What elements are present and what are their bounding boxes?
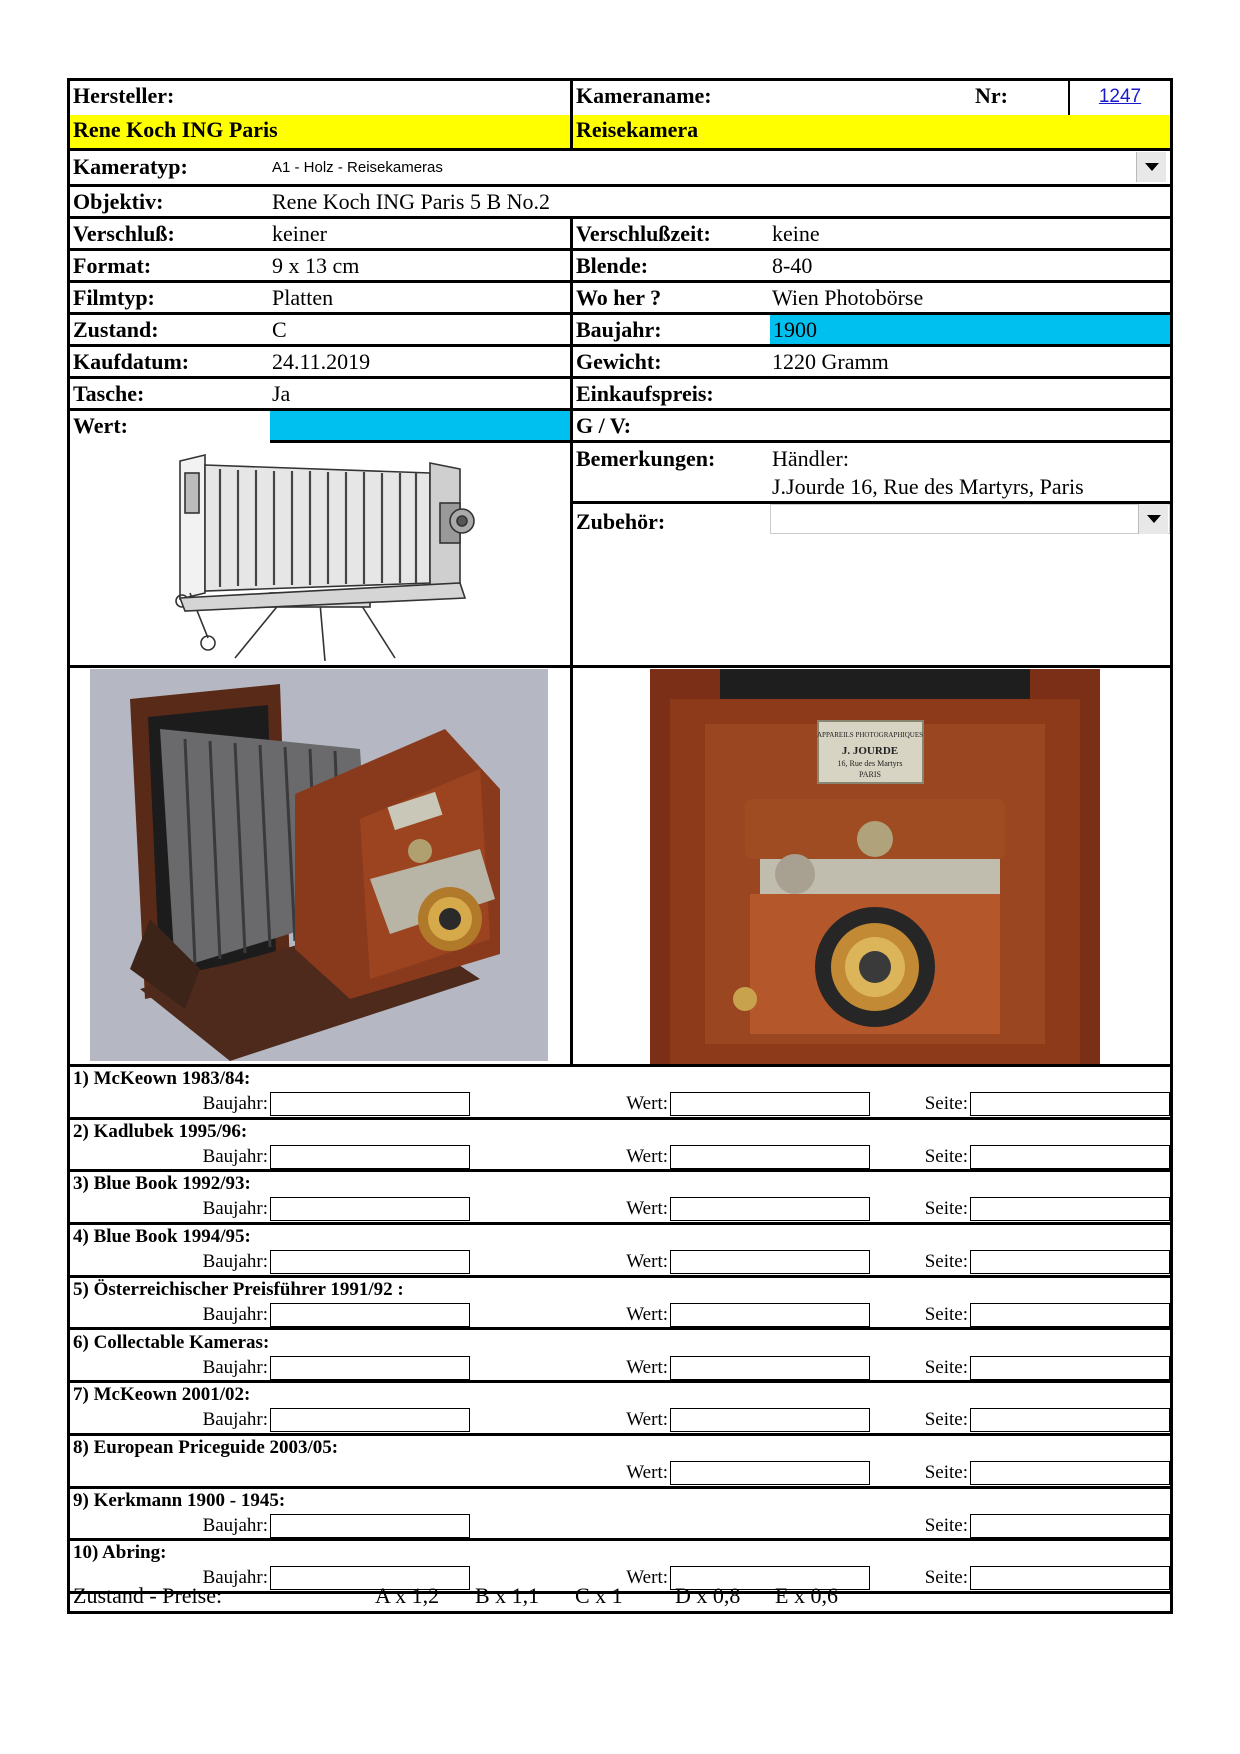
- blende-value: 8-40: [772, 253, 813, 278]
- wert-label: Wert:: [626, 1567, 668, 1589]
- wert-row: [70, 411, 1170, 443]
- kameratyp-label: Kameratyp:: [73, 154, 188, 179]
- baujahr-label: Baujahr:: [202, 1145, 268, 1167]
- kaufdatum-value: 24.11.2019: [272, 349, 371, 374]
- gewicht-value: 1220 Gramm: [772, 349, 889, 374]
- baujahr-input[interactable]: [270, 1197, 470, 1221]
- wert-input[interactable]: [670, 1408, 870, 1432]
- seite-input[interactable]: [970, 1461, 1170, 1485]
- baujahr-label: Baujahr:: [576, 317, 662, 342]
- zustand-preise-e: E x 0,6: [775, 1583, 838, 1608]
- wert-label: Wert:: [73, 413, 128, 438]
- baujahr-input[interactable]: [270, 1408, 470, 1432]
- reference-title: 2) Kadlubek 1995/96:: [73, 1120, 248, 1142]
- tasche-row: [70, 379, 1170, 411]
- reference-row: [70, 1278, 1170, 1331]
- wert-label: Wert:: [626, 1251, 668, 1273]
- zustand-preise-b: B x 1,1: [475, 1583, 540, 1608]
- kaufdatum-label: Kaufdatum:: [73, 349, 190, 374]
- camera-photo-right-image: [650, 669, 1100, 1065]
- reference-row: [70, 1331, 1170, 1384]
- kameratyp-dropdown-icon[interactable]: [1136, 152, 1166, 182]
- wert-input[interactable]: [670, 1461, 870, 1485]
- wert-input[interactable]: [670, 1145, 870, 1169]
- filmtyp-row: [70, 283, 1170, 315]
- seite-input[interactable]: [970, 1356, 1170, 1380]
- kameratyp-row: [70, 151, 1170, 187]
- wert-label: Wert:: [626, 1409, 668, 1431]
- baujahr-label: Baujahr:: [202, 1567, 268, 1589]
- zubehoer-dropdown-icon[interactable]: [1138, 504, 1168, 534]
- baujahr-label: Baujahr:: [202, 1303, 268, 1325]
- woher-value: Wien Photobörse: [772, 285, 924, 310]
- zustand-label: Zustand:: [73, 317, 159, 342]
- verschlusszeit-value: keine: [772, 221, 820, 246]
- baujahr-label: Baujahr:: [202, 1409, 268, 1431]
- seite-label: Seite:: [924, 1567, 968, 1589]
- baujahr-input[interactable]: [270, 1145, 470, 1169]
- gewicht-label: Gewicht:: [576, 349, 662, 374]
- verschluss-label: Verschluß:: [73, 221, 175, 246]
- zustand-row: [70, 315, 1170, 347]
- reference-row: [70, 1067, 1170, 1120]
- plate-line-1: APPAREILS PHOTOGRAPHIQUES: [817, 731, 923, 739]
- nr-label: Nr:: [975, 83, 1008, 108]
- verschluss-value: keiner: [272, 221, 327, 246]
- wert-label: Wert:: [626, 1461, 668, 1483]
- bemerkungen-label: Bemerkungen:: [576, 446, 716, 471]
- plate-line-4: PARIS: [859, 770, 881, 779]
- verschlusszeit-label: Verschlußzeit:: [576, 221, 711, 246]
- baujahr-value: 1900: [770, 315, 1170, 344]
- reference-title: 5) Österreichischer Preisführer 1991/92 :: [73, 1278, 404, 1300]
- reference-row: [70, 1120, 1170, 1173]
- wert-label: Wert:: [626, 1145, 668, 1167]
- camera-photo-left: [90, 669, 548, 1061]
- baujahr-label: Baujahr:: [202, 1251, 268, 1273]
- reference-row: [70, 1225, 1170, 1278]
- seite-label: Seite:: [924, 1409, 968, 1431]
- seite-input[interactable]: [970, 1092, 1170, 1116]
- tasche-label: Tasche:: [73, 381, 145, 406]
- seite-label: Seite:: [924, 1145, 968, 1167]
- seite-label: Seite:: [924, 1198, 968, 1220]
- plate-line-3: 16, Rue des Martyrs: [837, 759, 903, 768]
- nr-box: [1068, 81, 1170, 118]
- bemerkungen-line2: J.Jourde 16, Rue des Martyrs, Paris: [772, 474, 1084, 499]
- kameratyp-select[interactable]: A1 - Holz - Reisekameras: [272, 159, 443, 176]
- zustand-preise-c: C x 1: [575, 1583, 623, 1608]
- reference-row: [70, 1172, 1170, 1225]
- seite-input[interactable]: [970, 1408, 1170, 1432]
- zubehoer-select[interactable]: [770, 504, 1170, 534]
- reference-title: 1) McKeown 1983/84:: [73, 1068, 251, 1089]
- seite-label: Seite:: [924, 1093, 968, 1114]
- camera-record-sheet: [67, 78, 1173, 1614]
- reference-title: 4) Blue Book 1994/95:: [73, 1226, 251, 1248]
- kaufdatum-row: [70, 347, 1170, 379]
- bemerkungen-line1: Händler:: [772, 446, 849, 471]
- baujahr-label: Baujahr:: [202, 1514, 268, 1536]
- wert-label: Wert:: [626, 1303, 668, 1325]
- camera-sketch-image: [70, 443, 570, 665]
- seite-label: Seite:: [924, 1356, 968, 1378]
- reference-title: 10) Abring:: [73, 1542, 167, 1564]
- wert-input[interactable]: [670, 1303, 870, 1327]
- seite-label: Seite:: [924, 1461, 968, 1483]
- reference-title: 7) McKeown 2001/02:: [73, 1384, 251, 1406]
- objektiv-row: [70, 187, 1170, 219]
- baujahr-input[interactable]: [270, 1303, 470, 1327]
- wert-label: Wert:: [626, 1093, 668, 1114]
- objektiv-value: Rene Koch ING Paris 5 B No.2: [272, 189, 551, 214]
- format-row: [70, 251, 1170, 283]
- camera-sketch-area: [70, 443, 570, 665]
- hersteller-value: Rene Koch ING Paris: [70, 115, 570, 148]
- wert-label: Wert:: [626, 1356, 668, 1378]
- zustand-value: C: [272, 317, 287, 342]
- filmtyp-label: Filmtyp:: [73, 285, 155, 310]
- wert-input[interactable]: [670, 1356, 870, 1380]
- filmtyp-value: Platten: [272, 285, 334, 310]
- plate-line-2: J. JOURDE: [841, 745, 899, 757]
- seite-input[interactable]: [970, 1145, 1170, 1169]
- baujahr-label: Baujahr:: [202, 1198, 268, 1220]
- zustand-preise-d: D x 0,8: [675, 1583, 741, 1608]
- wert-input[interactable]: [670, 1197, 870, 1221]
- nr-link[interactable]: 1247: [1098, 86, 1142, 107]
- blende-label: Blende:: [576, 253, 649, 278]
- woher-label: Wo her ?: [576, 285, 662, 310]
- reference-title: 9) Kerkmann 1900 - 1945:: [73, 1489, 286, 1511]
- baujahr-label: Baujahr:: [202, 1356, 268, 1378]
- seite-label: Seite:: [924, 1303, 968, 1325]
- verschluss-row: [70, 219, 1170, 251]
- wert-input[interactable]: [670, 1092, 870, 1116]
- baujahr-input[interactable]: [270, 1514, 470, 1538]
- objektiv-label: Objektiv:: [73, 189, 164, 214]
- wert-value: [270, 411, 570, 443]
- reference-title: 6) Collectable Kameras:: [73, 1331, 270, 1353]
- seite-input[interactable]: [970, 1197, 1170, 1221]
- seite-input[interactable]: [970, 1250, 1170, 1274]
- baujahr-label: Baujahr:: [202, 1093, 268, 1114]
- header-value-row: [70, 115, 1170, 151]
- baujahr-input[interactable]: [270, 1356, 470, 1380]
- reference-row: [70, 1383, 1170, 1436]
- baujahr-input[interactable]: [270, 1092, 470, 1116]
- header-label-row: [70, 81, 1170, 115]
- reference-row: [70, 1436, 1170, 1489]
- gv-label: G / V:: [573, 411, 1170, 443]
- zubehoer-label: Zubehör:: [576, 509, 666, 534]
- format-label: Format:: [73, 253, 152, 278]
- hersteller-label: Hersteller:: [73, 83, 175, 108]
- reference-title: 8) European Priceguide 2003/05:: [73, 1436, 339, 1458]
- zustand-preise-a: A x 1,2: [375, 1583, 440, 1608]
- einkaufspreis-label: Einkaufspreis:: [576, 381, 714, 406]
- tasche-value: Ja: [272, 381, 291, 406]
- wert-label: Wert:: [626, 1198, 668, 1220]
- seite-label: Seite:: [924, 1514, 968, 1536]
- wert-input[interactable]: [670, 1250, 870, 1274]
- camera-photo-right: [650, 669, 1100, 1065]
- camera-photo-left-image: [90, 669, 548, 1061]
- reference-title: 3) Blue Book 1992/93:: [73, 1173, 251, 1195]
- kameraname-value: Reisekamera: [573, 115, 1170, 148]
- zustand-preise-label: Zustand - Preise:: [73, 1583, 223, 1608]
- seite-input[interactable]: [970, 1303, 1170, 1327]
- seite-input[interactable]: [970, 1514, 1170, 1538]
- zustand-preise-row: [70, 1581, 1170, 1611]
- kameraname-label: Kameraname:: [576, 83, 712, 108]
- seite-label: Seite:: [924, 1251, 968, 1273]
- format-value: 9 x 13 cm: [272, 253, 360, 278]
- reference-row: [70, 1489, 1170, 1542]
- baujahr-input[interactable]: [270, 1250, 470, 1274]
